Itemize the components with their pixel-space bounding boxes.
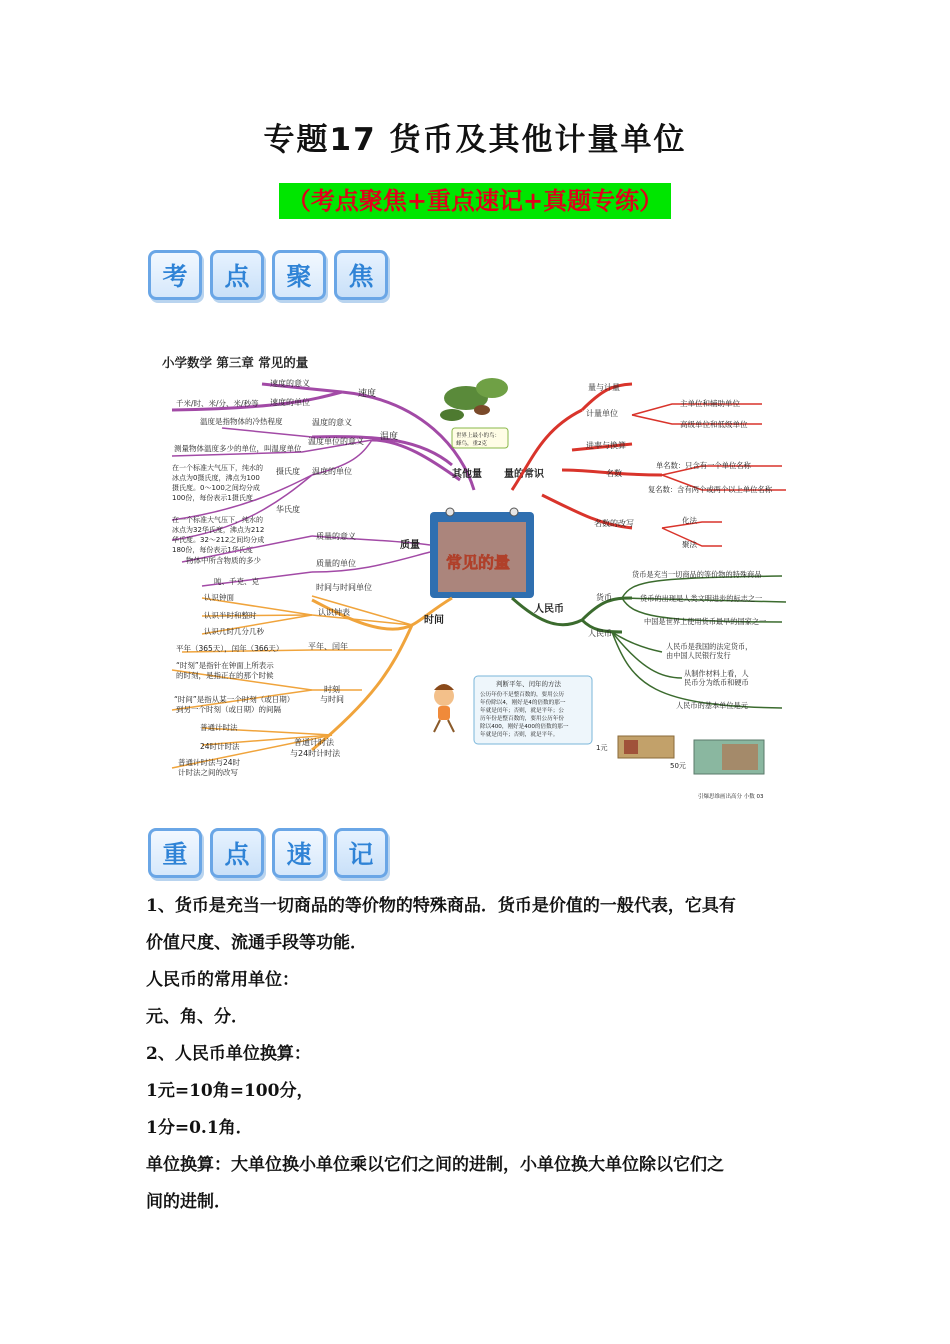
label-clock-item: 认识几时几分几秒 <box>204 627 264 636</box>
label-rmb-desc: 人民币是我国的法定货币， <box>666 642 753 651</box>
label-24h-item: 普通计时法与24时 <box>178 758 241 767</box>
label-clock: 认识钟表 <box>318 608 350 617</box>
leap-box-title: 判断平年、闰年的方法 <box>496 680 561 688</box>
branch-lines-common <box>512 384 662 528</box>
label-mass-meaning-desc: 物体中所含物质的多少 <box>186 556 261 565</box>
label-24h-item: 普通计时法 <box>200 723 238 732</box>
paragraph: 1、货币是充当一切商品的等价物的特殊商品．货币是价值的一般代表，它具有 <box>146 896 736 916</box>
leap-box-line: 公历年份不是整百数的，要用公历 <box>480 692 564 698</box>
paragraph: 间的进制． <box>146 1192 231 1212</box>
girl-illustration <box>434 684 454 732</box>
branch-lines-rmb <box>512 598 632 632</box>
label-compound-name: 复名数：含有两个或两个以上单位名称 <box>648 485 773 494</box>
celsius-desc: 在一个标准大气压下，纯水的 <box>172 464 263 472</box>
celsius-desc: 100份，每份表示1摄氏度 <box>172 494 253 502</box>
label-mass-units-list: 吨、千克、克 <box>214 577 259 586</box>
label-fahrenheit: 华氏度 <box>276 505 300 514</box>
banknote-50-yuan <box>694 740 764 774</box>
leap-box-line: 年就是闰年；否则，就是平年。 <box>480 732 559 738</box>
section-badge: 点 <box>210 828 264 878</box>
label-temp-unit-meaning: 温度单位的意义 <box>308 437 364 446</box>
mind-map-header: 小学数学 第三章 常见的量 <box>162 355 309 370</box>
section-badge: 焦 <box>334 250 388 300</box>
section-badge: 聚 <box>272 250 326 300</box>
fahrenheit-desc: 在一个标准大气压下，纯水的 <box>172 516 263 524</box>
label-rmb: 人民币 <box>588 629 612 638</box>
fahrenheit-desc: 华氏度。32～212之间均分成 <box>172 536 265 544</box>
celsius-desc: 摄氏度。0～100之间均分成 <box>172 484 260 492</box>
label-temp-meaning-desc: 温度是指物体的冷热程度 <box>200 417 283 426</box>
label-moment: 与时间 <box>320 695 344 704</box>
label-mass-unit: 质量的单位 <box>316 559 356 568</box>
leap-box-line: 历年份是整百数的，要用公历年份 <box>480 716 564 722</box>
label-named-number: 名数 <box>606 469 622 478</box>
mind-map-footer: 引爆思维画出高分 小数 03 <box>698 794 764 800</box>
label-time-unit: 时间与时间单位 <box>316 583 372 592</box>
label-temperature: 温度 <box>380 432 399 442</box>
paragraph: 2、人民币单位换算： <box>146 1044 311 1064</box>
label-mass-meaning: 质量的意义 <box>316 532 356 541</box>
label-speed-units-list: 千米/时、米/分、米/秒等 <box>176 399 259 408</box>
label-carry: 进率与换算 <box>586 441 626 450</box>
label-24h: 与24时计时法 <box>290 749 341 758</box>
mind-map <box>162 340 788 802</box>
bird-note: 世界上最小的鸟： <box>456 433 501 439</box>
label-rmb-desc: 人民币的基本单位是元 <box>676 701 748 710</box>
section-header-key-points <box>148 828 388 878</box>
branch-common: 量的常识 <box>504 469 544 480</box>
page-subtitle: （考点聚焦+重点速记+真题专练） <box>279 183 671 219</box>
paragraph: 价值尺度、流通手段等功能． <box>146 933 367 953</box>
branch-time: 时间 <box>424 615 444 626</box>
paragraph: 单位换算：大单位换小单位乘以它们之间的进制，小单位换大单位除以它们之 <box>146 1155 724 1175</box>
paragraph: 1分=0.1角． <box>146 1118 253 1138</box>
hummingbird-illustration <box>440 378 508 421</box>
label-clock-item: 认识钟面 <box>204 593 234 602</box>
label-temp-unit: 温度的单位 <box>312 467 352 476</box>
label-period-desc: “时间”是指从某一个时刻（或日期） <box>174 695 295 704</box>
label-1-yuan: 1元 <box>596 744 608 752</box>
label-rmb-desc: 由中国人民银行发行 <box>666 651 731 660</box>
label-speed-unit: 速度的单位 <box>270 398 310 407</box>
leap-box-line: 年就是闰年；否则，就是平年；公 <box>480 708 564 714</box>
key-points-text <box>146 888 816 1221</box>
label-measure-unit: 计量单位 <box>586 409 618 418</box>
label-moment: 时刻 <box>324 685 340 694</box>
section-header-focus <box>148 250 388 300</box>
label-currency: 货币 <box>596 593 612 602</box>
leap-box-line: 除以400，刚好是400的倍数的那一 <box>480 724 569 730</box>
label-50-yuan: 50元 <box>670 762 686 770</box>
section-badge: 点 <box>210 250 264 300</box>
label-temp-unit-meaning-desc: 测量物体温度多少的单位，叫温度单位 <box>174 444 302 453</box>
branch-mass: 质量 <box>400 540 420 551</box>
paragraph: 元、角、分． <box>146 1007 248 1027</box>
fahrenheit-desc: 冰点为32华氏度，沸点为212 <box>172 526 265 534</box>
label-period-desc: 到另一个时刻（或日期）的间隔 <box>176 705 281 714</box>
page-title: 专题17 货币及其他计量单位 <box>263 122 687 158</box>
label-speed: 速度 <box>358 389 377 399</box>
branch-rmb: 人民币 <box>534 604 564 615</box>
celsius-desc: 冰点为0摄氏度，沸点为100 <box>172 474 260 482</box>
leap-box-line: 年份除以4，刚好是4的倍数的那一 <box>480 700 566 706</box>
banknote-1-yuan <box>618 736 674 758</box>
section-badge: 记 <box>334 828 388 878</box>
label-celsius: 摄氏度 <box>276 467 300 476</box>
center-calendar <box>430 508 534 598</box>
label-leap-year: 平年、闰年 <box>308 642 348 651</box>
label-moment-desc: 的时刻，是指正在的那个时候 <box>176 671 274 680</box>
section-badge: 考 <box>148 250 202 300</box>
paragraph: 1元=10角=100分， <box>146 1081 314 1101</box>
section-badge: 重 <box>148 828 202 878</box>
paragraph: 人民币的常用单位： <box>146 970 299 990</box>
label-rmb-desc: 民币分为纸币和硬币 <box>684 678 749 687</box>
label-hua: 化法 <box>682 516 697 525</box>
label-single-name: 单名数：只含有一个单位名称 <box>656 461 751 470</box>
center-label: 常见的量 <box>446 553 511 572</box>
label-24h: 普通计时法 <box>294 738 334 747</box>
section-badge: 速 <box>272 828 326 878</box>
label-speed-meaning: 速度的意义 <box>270 379 310 388</box>
label-temp-meaning: 温度的意义 <box>312 418 352 427</box>
label-main-unit: 主单位和辅助单位 <box>680 399 740 408</box>
branch-other: 其他量 <box>452 469 482 480</box>
label-currency-desc: 货币的出现是人类文明进步的标志之一 <box>640 594 763 603</box>
fahrenheit-desc: 180份，每份表示1华氏度 <box>172 546 253 554</box>
label-24h-item: 计时法之间的改写 <box>178 768 238 777</box>
label-clock-item: 认识半时和整时 <box>204 611 257 620</box>
label-currency-desc: 货币是充当一切商品的等价物的特殊商品 <box>632 570 762 579</box>
label-rewrite: 名数的改写 <box>594 519 634 528</box>
label-qty-measure: 量与计量 <box>588 383 620 392</box>
bird-note: 蜂鸟，重2克 <box>456 441 487 447</box>
label-currency-desc: 中国是世界上使用货币最早的国家之一 <box>644 617 767 626</box>
label-moment-desc: “时刻”是指针在钟面上所表示 <box>176 661 274 670</box>
label-ju: 聚法 <box>682 540 697 549</box>
label-24h-item: 24时计时法 <box>200 742 240 751</box>
label-rmb-desc: 从制作材料上看，人 <box>684 669 749 678</box>
label-high-unit: 高级单位和低级单位 <box>680 420 748 429</box>
label-leap-year-desc: 平年（365天），闰年（366天） <box>176 644 284 653</box>
